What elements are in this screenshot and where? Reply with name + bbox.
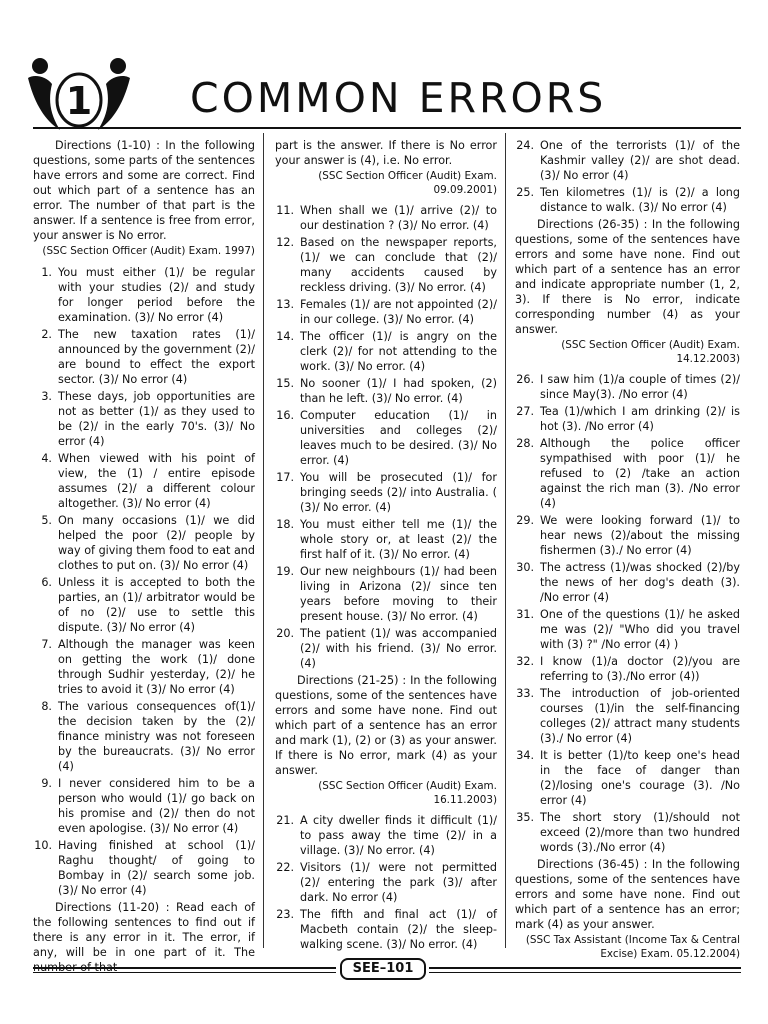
question-text: Having finished at school (1)/ Raghu thought/ of going to Bombay in (2)/ search some job. (3)/ No error (4) <box>58 838 255 897</box>
question-number: 3. <box>41 389 52 403</box>
question-number: 6. <box>41 575 52 589</box>
question-text: When viewed with his point of view, the (1) / entire episode assumes (2)/ a different colour altogether. (3)/ No error (4) <box>58 451 255 510</box>
source-note: (SSC Section Officer (Audit) Exam. 14.12.2003) <box>561 339 740 365</box>
question-item <box>275 470 497 515</box>
question-number: 33. <box>516 687 534 700</box>
footer-rule <box>33 967 336 969</box>
question-text: I saw him (1)/a couple of times (2)/ since May(3). /No error (4) <box>540 373 740 401</box>
question-text: The introduction of job-oriented courses (1)/in the self-financing colleges (2)/ attract many students (3)./ No error (4) <box>540 687 740 745</box>
question-item <box>33 265 255 325</box>
question-text: We were looking forward (1)/ to hear news (2)/about the missing fishermen (3)./ No error (4) <box>540 514 740 557</box>
question-item <box>515 810 740 855</box>
question-item <box>515 748 740 808</box>
question-number: 2. <box>41 327 52 341</box>
directions-11-20: Directions (11-20) : Read each of the following sentences to find out if there is any error in it. The error, if any, will be in one part of it. The <box>33 900 255 959</box>
question-item <box>33 637 255 697</box>
question-item <box>275 235 497 295</box>
question-number: 26. <box>516 373 534 386</box>
page-title: COMMON ERRORS <box>190 74 607 122</box>
question-list <box>33 265 255 898</box>
question-list <box>515 138 740 215</box>
chapter-logo-icon <box>24 44 134 134</box>
question-number: 28. <box>516 437 534 450</box>
question-text: The fifth and final act (1)/ of Macbeth contain (2)/ the sleep-walking scene. (3)/ No error. (4) <box>300 908 497 951</box>
chapter-number: 1 <box>65 79 93 123</box>
question-item <box>515 513 740 558</box>
question-item <box>275 626 497 671</box>
question-text: Computer education (1)/ in universities and colleges (2)/ leaves much to be desired. (3)/ No error. (4) <box>300 409 497 467</box>
question-text: The officer (1)/ is angry on the clerk (2)/ for not attending to the work. (3)/ No error. (4) <box>300 330 497 373</box>
question-item <box>515 372 740 402</box>
question-number: 35. <box>516 811 534 824</box>
question-item <box>275 329 497 374</box>
question-text: The short story (1)/should not exceed (2)/more than two hundred words (3)./No error (4) <box>540 811 740 854</box>
question-text: The actress (1)/was shocked (2)/by the news of her dog's death (3). /No error (4) <box>540 561 740 604</box>
question-number: 29. <box>516 514 534 527</box>
directions-26-35: Directions (26-35) : In the following questions, some of the sentences have errors and some have none. Find out which part of a sentence has an error and indicate appropriate number (1, 2, 3). If there is No error, indicate corresponding number (4) as your answer. <box>515 218 740 336</box>
source-note: (SSC Tax Assistant (Income Tax & Central Excise) Exam. 05.12.2004) <box>525 934 740 960</box>
question-item <box>515 404 740 434</box>
question-list <box>275 813 497 952</box>
question-item <box>275 408 497 468</box>
column-1 <box>33 138 255 977</box>
directions-continued: part is the answer. If there is No error your answer is (4), i.e. No error. <box>275 139 497 167</box>
question-item <box>33 389 255 449</box>
question-item <box>275 813 497 858</box>
question-item <box>515 185 740 215</box>
question-text: Ten kilometres (1)/ is (2)/ a long distance to walk. (3)/ No error (4) <box>540 186 740 214</box>
question-number: 10. <box>34 838 52 852</box>
question-number: 4. <box>41 451 52 465</box>
question-text: It is better (1)/to keep one's head in the face of danger than (2)/losing one's courage (3). /No error (4) <box>540 749 740 807</box>
question-text: Unless it is accepted to both the parties, an (1)/ arbitrator would be of no (2)/ use to settle this dispute. (3)/ No error (4) <box>58 575 255 634</box>
question-number: 24. <box>516 139 534 152</box>
question-number: 17. <box>276 471 294 484</box>
column-3 <box>515 138 740 967</box>
question-number: 34. <box>516 749 534 762</box>
source-note: (SSC Section Officer (Audit) Exam. 16.11.2003) <box>318 780 497 806</box>
question-number: 1. <box>41 265 52 279</box>
question-text: On many occasions (1)/ we did helped the poor (2)/ people by way of giving them food to eat and clothes to put on. (3)/ No error (4) <box>58 513 255 572</box>
column-divider <box>505 133 506 948</box>
question-number: 22. <box>276 861 294 874</box>
page-number: SEE–101 <box>340 958 426 980</box>
question-item <box>515 607 740 652</box>
question-number: 15. <box>276 377 294 390</box>
question-item <box>275 564 497 624</box>
question-number: 5. <box>41 513 52 527</box>
question-number: 13. <box>276 298 294 311</box>
question-number: 31. <box>516 608 534 621</box>
question-item <box>515 654 740 684</box>
footer-rule <box>429 972 741 973</box>
question-text: I know (1)/a doctor (2)/you are referring to (3)./No error (4)) <box>540 655 740 683</box>
question-text: I never considered him to be a person who would (1)/ go back on his promise and (2)/ then do not even apologise. (3)/ No error (4) <box>58 776 255 835</box>
question-item <box>33 575 255 635</box>
question-text: The patient (1)/ was accompanied (2)/ with his friend. (3)/ No error. (4) <box>300 627 497 670</box>
question-item <box>275 907 497 952</box>
question-number: 27. <box>516 405 534 418</box>
question-item <box>275 297 497 327</box>
source-note: (SSC Section Officer (Audit) Exam. 09.09.2001) <box>318 170 497 196</box>
question-number: 21. <box>276 814 294 827</box>
directions-1-10: Directions (1-10) : In the following questions, some parts of the sentences have errors and some are correct. Find out which part of a sentence has an error. The number of that part is the answer. If a sentence is free from error, your answer is No error. <box>33 139 255 242</box>
directions-36-45: Directions (36-45) : In the following questions, some of the sentences have errors and some have none. Find out which part of a sentence has an error; mark (4) as your answer. <box>515 858 740 931</box>
question-item <box>515 138 740 183</box>
question-item <box>515 686 740 746</box>
question-text: One of the terrorists (1)/ of the Kashmir valley (2)/ are shot dead. (3)/ No error (4) <box>540 139 740 182</box>
question-item <box>275 376 497 406</box>
question-number: 32. <box>516 655 534 668</box>
source-note: (SSC Section Officer (Audit) Exam. 1997) <box>42 245 255 257</box>
question-text: Although the manager was keen on getting the work (1)/ done through Sudhir yesterday, (2)/ he tries to avoid it (3)/ No error (4) <box>58 637 255 696</box>
question-text: You will be prosecuted (1)/ for bringing seeds (2)/ into Australia. ( (3)/ No error. (4) <box>300 471 497 514</box>
question-text: No sooner (1)/ I had spoken, (2) than he left. (3)/ No error. (4) <box>300 377 497 405</box>
question-item <box>275 203 497 233</box>
column-2 <box>275 138 497 954</box>
question-text: The new taxation rates (1)/ announced by the government (2)/ are bound to effect the export sector. (3)/ No error (4) <box>58 327 255 386</box>
question-text: These days, job opportunities are not as better (1)/ as they used to be (2)/ in the early 70's. (3)/ No error (4) <box>58 389 255 448</box>
question-text: You must either (1)/ be regular with your studies (2)/ and study for longer period before the examination. (3)/ No error (4) <box>58 265 255 324</box>
question-item <box>275 860 497 905</box>
question-list <box>275 203 497 671</box>
question-text: When shall we (1)/ arrive (2)/ to our destination ? (3)/ No error. (4) <box>300 204 497 232</box>
question-list <box>515 372 740 855</box>
column-divider <box>263 133 264 948</box>
footer-rule <box>429 967 741 969</box>
question-number: 9. <box>41 776 52 790</box>
question-item <box>275 517 497 562</box>
question-item <box>33 838 255 898</box>
question-item <box>515 560 740 605</box>
question-text: You must either tell me (1)/ the whole story or, at least (2)/ the first half of it. (3)/ No error. (4) <box>300 518 497 561</box>
question-text: A city dweller finds it difficult (1)/ to pass away the time (2)/ in a village. (3)/ No error. (4) <box>300 814 497 857</box>
question-number: 19. <box>276 565 294 578</box>
question-number: 18. <box>276 518 294 531</box>
question-item <box>33 451 255 511</box>
question-text: The various consequences of(1)/ the decision taken by the (2)/ finance ministry was not foreseen by the bureaucrats. (3)/ No error (4) <box>58 699 255 773</box>
question-number: 25. <box>516 186 534 199</box>
question-number: 30. <box>516 561 534 574</box>
question-text: Based on the newspaper reports, (1)/ we can conclude that (2)/ many accidents caused by reckless driving. (3)/ No error. (4) <box>300 236 497 294</box>
question-item <box>33 327 255 387</box>
header-rule <box>33 127 741 129</box>
question-text: Visitors (1)/ were not permitted (2)/ entering the park (3)/ after dark. No error (4) <box>300 861 497 904</box>
question-item <box>515 436 740 511</box>
question-item <box>33 513 255 573</box>
question-number: 7. <box>41 637 52 651</box>
question-text: One of the questions (1)/ he asked me was (2)/ "Who did you travel with (3) ?" /No error (4) ) <box>540 608 740 651</box>
question-number: 23. <box>276 908 294 921</box>
question-number: 11. <box>276 204 294 217</box>
question-number: 16. <box>276 409 294 422</box>
question-number: 14. <box>276 330 294 343</box>
question-item <box>33 699 255 774</box>
directions-21-25: Directions (21-25) : In the following questions, some of the sentences have errors and some have none. Find out which part of a sentence has an error and mark (1), (2) or (3) as your answer. If there is No error, mark (4) as your answer. <box>275 674 497 777</box>
question-item <box>33 776 255 836</box>
question-number: 20. <box>276 627 294 640</box>
question-number: 12. <box>276 236 294 249</box>
question-text: Although the police officer sympathised with poor (1)/ he refused to (2) /take an action against the rich man (3). /No error (4) <box>540 437 740 510</box>
question-text: Females (1)/ are not appointed (2)/ in our college. (3)/ No error. (4) <box>300 298 497 326</box>
question-text: Tea (1)/which I am drinking (2)/ is hot (3). /No error (4) <box>540 405 740 433</box>
question-number: 8. <box>41 699 52 713</box>
question-text: Our new neighbours (1)/ had been living in Arizona (2)/ since ten years before moving to their present house. (3)/ No error. (4) <box>300 565 497 623</box>
footer-rule <box>33 972 336 973</box>
